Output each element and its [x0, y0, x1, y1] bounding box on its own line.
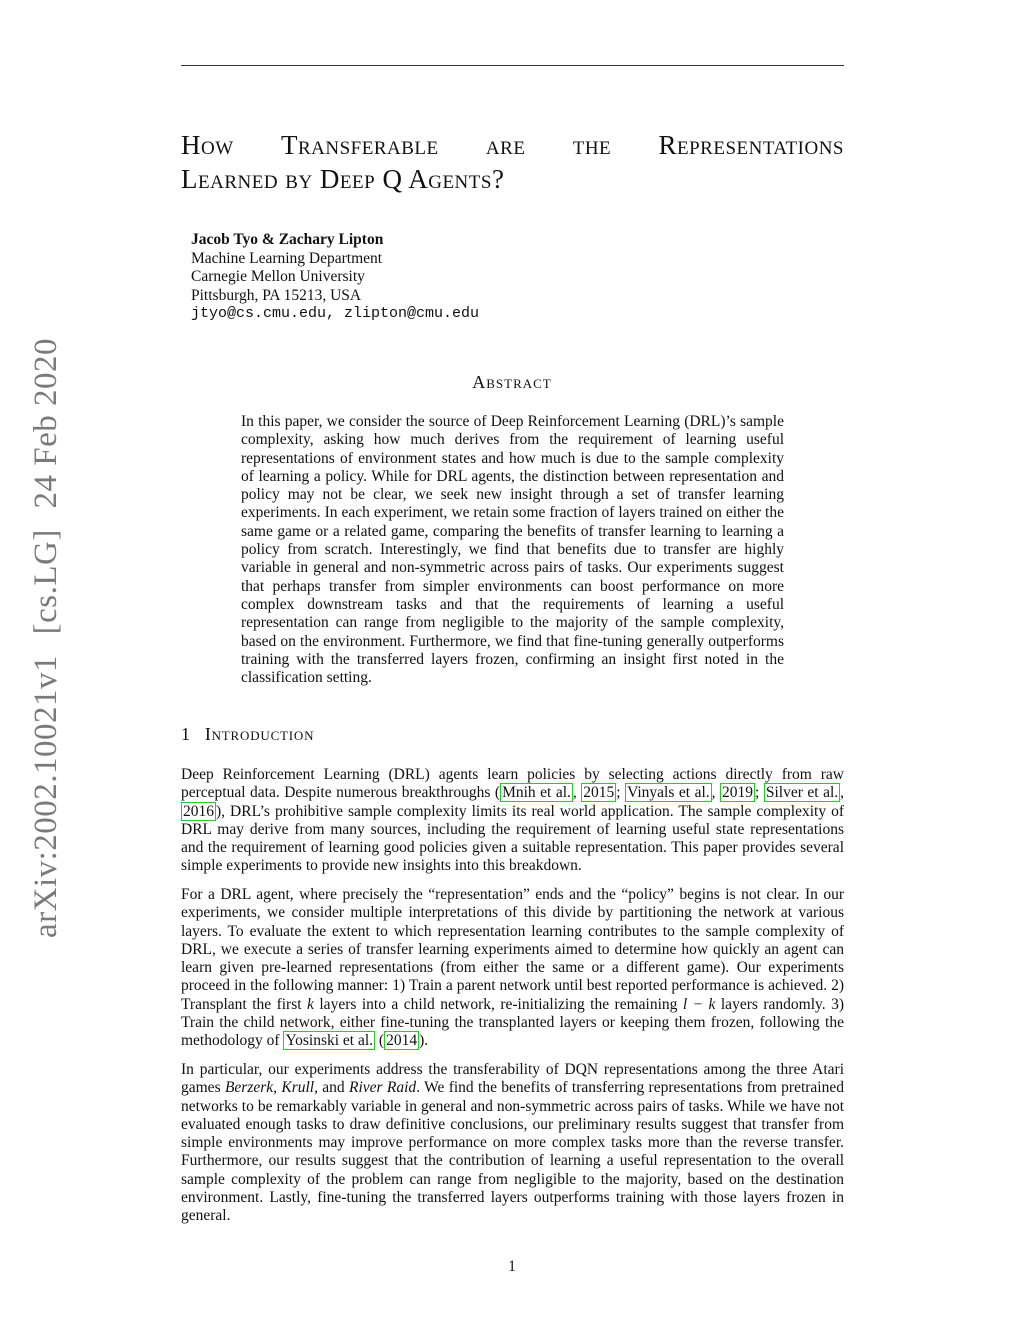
math-variable: k: [307, 995, 314, 1013]
abstract-heading: Abstract: [472, 372, 552, 392]
text-run: layers into a child network, re-initializing the remaining: [313, 995, 683, 1013]
citation-link-silver[interactable]: Silver et al.: [765, 784, 839, 802]
citation-link-yosinski[interactable]: Yosinski et al.: [285, 1032, 374, 1050]
author-emails: jtyo@cs.cmu.edu, zlipton@cmu.edu: [191, 305, 480, 322]
text-run: ;: [616, 784, 626, 802]
paper-title: [181, 128, 844, 196]
author-university: Carnegie Mellon University: [191, 268, 365, 285]
author-location: Pittsburgh, PA 15213, USA: [191, 286, 362, 304]
text-run: For a DRL agent, where precisely the “representation” ends and the “policy” begins is not clear. In our experiments, we consider multiple interpretations of this divide by partitioning the network at various layers. To evaluate the extent to which representation learning contributes to the sample complexity of DRL, we execute a series of transfer learning experiments aimed to determine how quickly an agent can learn given pre-learned representations (from either the same or a different game). Our experiments proceed in the following manner: 1) Train a parent network until best reported performance is achieved. 2) Transplant the first: [181, 886, 844, 1013]
text-run: layers randomly. 3) Train the child network, either fine-tuning the transplanted layers or keeping them frozen, following the methodology of: [181, 995, 844, 1050]
title-word: Representations: [658, 130, 844, 160]
author-block: [191, 231, 479, 324]
citation-link-vinyals[interactable]: Vinyals et al.: [627, 784, 710, 802]
author-department: Machine Learning Department: [191, 249, 383, 267]
arxiv-date: 24 Feb 2020: [28, 338, 64, 509]
text-run: . We find the benefits of transferring representations from pretrained networks to be remarkably variable in general and non-symmetric across pairs of tasks. While we have not evaluated enough tasks to draw definitive conclusions, our preliminary results suggest that transfer from simple environments may improve performance on more complex tasks more than the reverse transfer. Furthermore, our results suggest that the contribution of learning a useful representation to the overall sample complexity of the problem can range from negligible to the majority, based on the destination environment. Lastly, fine-tuning the transferred layers outperforms training with those layers frozen in general.: [181, 1079, 844, 1225]
game-name: River Raid: [349, 1079, 417, 1097]
citation-year-link-yosinski[interactable]: 2014: [386, 1032, 418, 1050]
citation-link-mnih[interactable]: Mnih et al.: [502, 784, 571, 802]
page-number: 1: [508, 1258, 516, 1275]
title-word: the: [572, 130, 612, 160]
text-run: ).: [419, 1032, 429, 1050]
top-rule: [181, 65, 844, 66]
text-run: , and: [314, 1079, 350, 1097]
intro-paragraph-2: [181, 886, 844, 1051]
title-line-2: Learned by Deep Q Agents?: [181, 164, 505, 194]
text-run: ,: [273, 1079, 282, 1097]
text-run: (: [375, 1032, 385, 1050]
text-run: ,: [572, 784, 582, 802]
section-heading-introduction: [181, 724, 314, 745]
arxiv-id[interactable]: arXiv:2002.10021v1: [28, 654, 64, 938]
text-run: In particular, our experiments address the transferability of DQN representations among the three Atari games: [181, 1061, 844, 1097]
intro-paragraph-3: [181, 1061, 844, 1226]
title-word: are: [485, 130, 526, 160]
citation-year-link-silver[interactable]: 2016: [183, 802, 214, 820]
game-name: Krull: [281, 1079, 315, 1097]
author-names: Jacob Tyo & Zachary Lipton: [191, 231, 384, 248]
text-run: ), DRL’s prohibitive sample complexity limits its real world application. The sample complexity of DRL may derive from many sources, including the requirement of learning useful state representations and the requirement of learning good policies given a suitable representation. This paper provides several simple experiments to provide new insights into this breakdown.: [181, 802, 844, 875]
citation-year-link-vinyals[interactable]: 2019: [722, 784, 754, 802]
citation-year-link-mnih[interactable]: 2015: [583, 784, 615, 802]
arxiv-category: [cs.LG]: [28, 529, 64, 635]
intro-paragraph-1: [181, 766, 844, 876]
title-line-1: [181, 128, 844, 162]
title-word: Transferable: [280, 130, 439, 160]
title-word: How: [181, 130, 234, 160]
section-title: Introduction: [204, 724, 315, 744]
arxiv-stamp: [26, 338, 66, 938]
section-number: 1: [181, 724, 191, 744]
game-name: Berzerk: [224, 1079, 274, 1097]
text-run: Deep Reinforcement Learning (DRL) agents learn policies by selecting actions directly from raw perceptual data. Despite numerous breakthroughs (: [181, 766, 844, 802]
text-run: ,: [840, 784, 845, 802]
text-run: ,: [711, 784, 721, 802]
text-run: ;: [755, 784, 764, 802]
math-expression: l − k: [682, 995, 716, 1013]
abstract-text: In this paper, we consider the source of Deep Reinforcement Learning (DRL)’s sample complexity, asking how much derives from the requirement of learning useful representations of environment states and how much is due to the sample complexity of learning a policy. While for DRL agents, the distinction between representation and policy may not be clear, we seek new insight through a set of transfer learning experiments. In each experiment, we retain some fraction of layers trained on either the same game or a related game, comparing the benefits of transfer learning to learning a policy from scratch. Interestingly, we find that benefits due to transfer are highly variable in general and non-symmetric across pairs of tasks. Our experiments suggest that perhaps transfer from simpler environments can boost performance on more complex downstream tasks and that the requirements of learning a useful representation can range from negligible to the majority of the sample complexity, based on the environment. Furthermore, we find that fine-tuning generally outperforms training with the transferred layers frozen, confirming an insight first noted in the classification setting.: [241, 413, 784, 687]
